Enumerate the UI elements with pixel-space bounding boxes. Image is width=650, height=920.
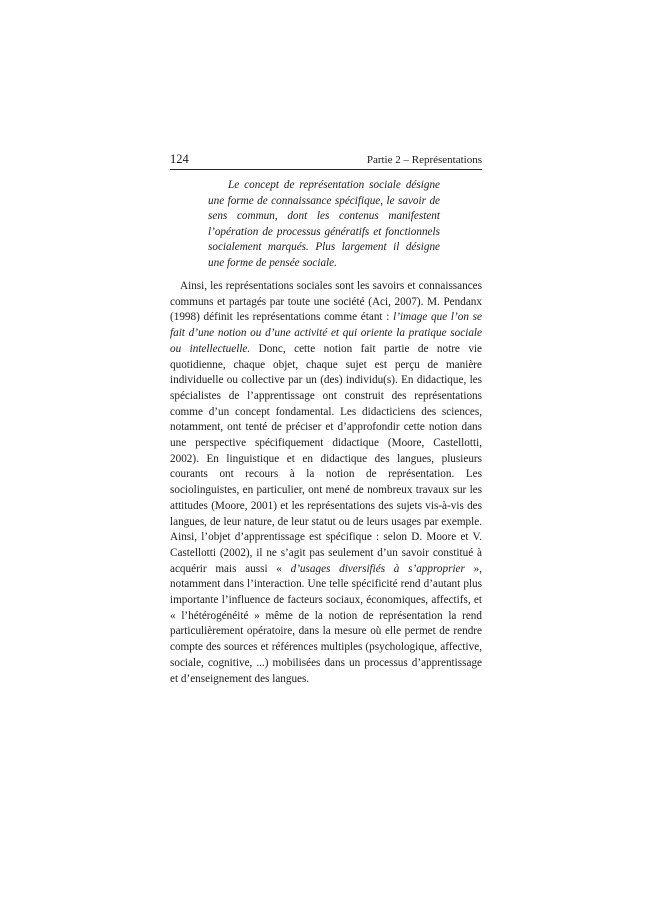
running-header: [170, 152, 482, 170]
paragraph-text-3: », notamment dans l’interaction. Une telle spécificité rend d’autant plus importante l’influence de facteurs sociaux, économiques, affectifs, et « l’hétérogénéité » même de la notion de représentation la rend particulièrement opératoire, dans la mesure où elle permet de rendre compte des sources et références multiples (psychologique, affective, sociale, cognitive, ...) mobilisées dans un processus d’apprentissage et d’enseignement des langues.: [170, 562, 482, 685]
section-title: Partie 2 – Représentations: [366, 154, 482, 166]
paragraph-quotation-italic: l’image que l’on se fait d’une notion ou d’une activité et qui oriente la pratique sociale ou intellectuelle.: [170, 311, 482, 355]
document-page: [170, 152, 482, 687]
paragraph-text-1: Ainsi, les représentations sociales sont les savoirs et connaissances communs et partagés par toute une société (Aci, 2007). M. Pendanx (1998) définit les représentations comme étant :: [170, 280, 482, 324]
paragraph-text-2: Donc, cette notion fait partie de notre vie quotidienne, chaque objet, chaque sujet est perçu de manière individuelle ou collective par un (des) individu(s). En didactique, les spécialistes de l’apprentissage ont construit des représentations comme d’un concept fondamental. Les didacticiens des sciences, notamment, ont tenté de préciser et d’approfondir cette notion dans une perspective spécifiquement didactique (Moore, Castellotti, 2002). En linguistique et en didactique des langues, plusieurs courants ont recours à la notion de représentation. Les sociolinguistes, en particulier, ont mené de nombreux travaux sur les attitudes (Moore, 2001) et les représentations des sujets vis-à-vis des langues, de leur nature, de leur statut ou de leurs usages par exemple. Ainsi, l’objet d’apprentissage est spécifique : selon D. Moore et V. Castellotti (2002), il ne s’agit pas seulement d’un savoir constitué à acquérir mais aussi «: [170, 342, 482, 575]
page-number: 124: [170, 152, 189, 166]
paragraph-cited-phrase-italic: d’usages diversifiés à s’approprier: [290, 562, 465, 575]
block-quote: Le concept de représentation sociale désigne une forme de connaissance spécifique, le savoir de sens commun, dont les contenus manifestent l’opération de processus génératifs et fonctionnels socialement marqués. Plus largement il désigne une forme de pensée sociale.: [208, 179, 440, 269]
body-paragraph: [170, 279, 482, 687]
